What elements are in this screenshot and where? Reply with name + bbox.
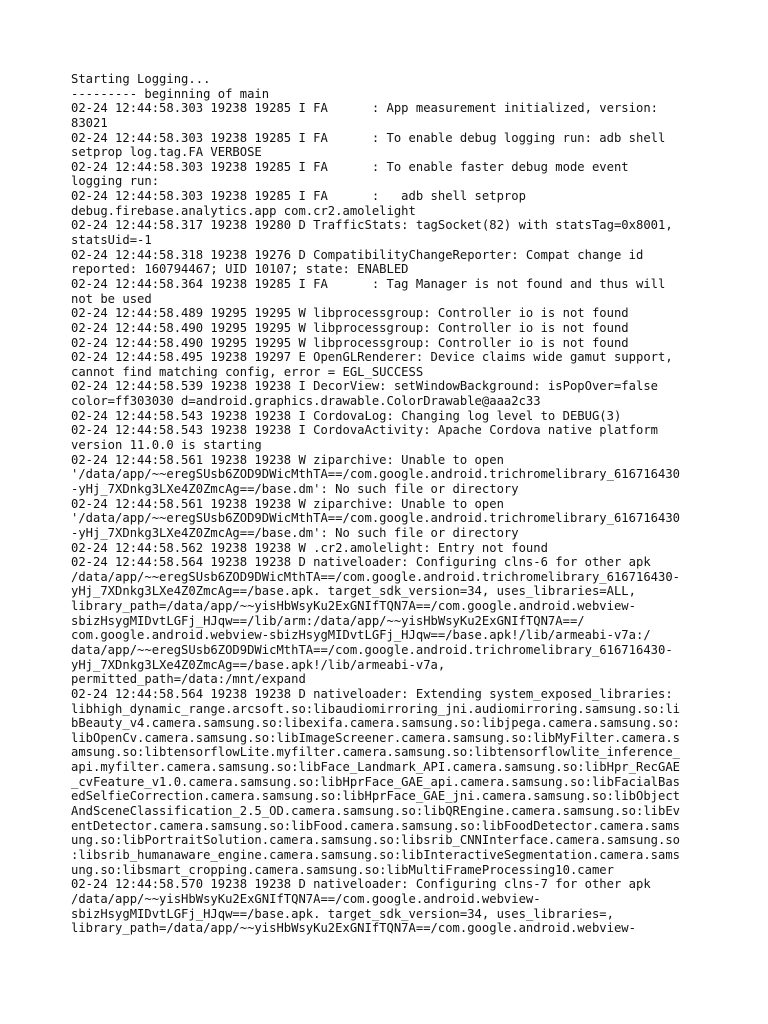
log-line: cannot find matching config, error = EGL_SUCCESS: [71, 364, 424, 379]
log-line: not be used: [71, 291, 152, 306]
log-line: AndSceneClassification_2.5_OD.camera.samsung.so:libQREngine.camera.samsung.so:libEv: [71, 804, 681, 819]
log-line: library_path=/data/app/~~yisHbWsyKu2ExGNIfTQN7A==/com.google.android.webview-: [71, 921, 636, 936]
log-line: logging run:: [71, 174, 160, 189]
log-line: 02-24 12:44:58.303 19238 19285 I FA : To enable debug logging run: adb shell: [71, 130, 666, 145]
log-line: Starting Logging...: [71, 72, 211, 86]
log-line: setprop log.tag.FA VERBOSE: [71, 145, 262, 160]
log-line: 02-24 12:44:58.303 19238 19285 I FA : App measurement initialized, version:: [71, 101, 658, 116]
log-line: version 11.0.0 is starting: [71, 438, 262, 453]
log-line: '/data/app/~~eregSUsb6ZOD9DWicMthTA==/com.google.android.trichromelibrary_616716430: [71, 511, 681, 526]
log-line: -yHj_7XDnkg3LXe4Z0ZmcAg==/base.dm': No such file or directory: [71, 525, 519, 540]
log-line: sbizHsygMIDvtLGFj_HJqw==/base.apk. target_sdk_version=34, uses_libraries=,: [71, 906, 614, 921]
log-line: ung.so:libsmart_cropping.camera.samsung.so:libMultiFrameProcessing10.camer: [71, 862, 614, 877]
log-line: 02-24 12:44:58.564 19238 19238 D nativeloader: Configuring clns-6 for other apk: [71, 555, 651, 570]
log-line: --------- beginning of main: [71, 86, 270, 101]
log-line: api.myfilter.camera.samsung.so:libFace_Landmark_API.camera.samsung.so:libHpr_RecGAE: [71, 760, 681, 775]
log-line: bBeauty_v4.camera.samsung.so:libexifa.camera.samsung.so:libjpega.camera.samsung.so:: [71, 716, 681, 731]
log-line: 02-24 12:44:58.562 19238 19238 W .cr2.amolelight: Entry not found: [71, 540, 548, 555]
log-line: 02-24 12:44:58.564 19238 19238 D nativeloader: Extending system_exposed_libraries:: [71, 686, 673, 701]
log-line: yHj_7XDnkg3LXe4Z0ZmcAg==/base.apk!/lib/armeabi-v7a,: [71, 657, 446, 672]
log-line: 02-24 12:44:58.303 19238 19285 I FA : adb shell setprop: [71, 189, 526, 204]
log-line: permitted_path=/data:/mnt/expand: [71, 672, 306, 687]
log-line: statsUid=-1: [71, 233, 152, 248]
log-line: 02-24 12:44:58.539 19238 19238 I DecorView: setWindowBackground: isPopOver=false: [71, 379, 658, 394]
log-line: 02-24 12:44:58.561 19238 19238 W ziparchive: Unable to open: [71, 452, 504, 467]
log-line: 83021: [71, 115, 108, 130]
log-line: sbizHsygMIDvtLGFj_HJqw==/lib/arm:/data/app/~~yisHbWsyKu2ExGNIfTQN7A==/: [71, 613, 585, 628]
log-line: 02-24 12:44:58.561 19238 19238 W ziparchive: Unable to open: [71, 496, 504, 511]
log-line: reported: 160794467; UID 10107; state: ENABLED: [71, 262, 409, 277]
log-line: edSelfieCorrection.camera.samsung.so:libHprFace_GAE_jni.camera.samsung.so:libObject: [71, 789, 681, 804]
log-line: 02-24 12:44:58.570 19238 19238 D nativeloader: Configuring clns-7 for other apk: [71, 877, 651, 892]
log-line: 02-24 12:44:58.317 19238 19280 D TrafficStats: tagSocket(82) with statsTag=0x8001,: [71, 218, 673, 233]
log-line: 02-24 12:44:58.490 19295 19295 W libprocessgroup: Controller io is not found: [71, 335, 629, 350]
log-line: '/data/app/~~eregSUsb6ZOD9DWicMthTA==/com.google.android.trichromelibrary_616716430: [71, 467, 681, 482]
log-line: data/app/~~eregSUsb6ZOD9DWicMthTA==/com.google.android.trichromelibrary_616716430-: [71, 642, 673, 657]
log-line: yHj_7XDnkg3LXe4Z0ZmcAg==/base.apk. target_sdk_version=34, uses_libraries=ALL,: [71, 584, 636, 599]
log-line: 02-24 12:44:58.495 19238 19297 E OpenGLRenderer: Device claims wide gamut support,: [71, 350, 673, 365]
log-line: library_path=/data/app/~~yisHbWsyKu2ExGNIfTQN7A==/com.google.android.webview-: [71, 599, 636, 614]
log-line: 02-24 12:44:58.318 19238 19276 D CompatibilityChangeReporter: Compat change id: [71, 247, 644, 262]
log-line: /data/app/~~yisHbWsyKu2ExGNIfTQN7A==/com.google.android.webview-: [71, 891, 541, 906]
log-line: 02-24 12:44:58.543 19238 19238 I CordovaLog: Changing log level to DEBUG(3): [71, 408, 622, 423]
log-line: 02-24 12:44:58.364 19238 19285 I FA : Tag Manager is not found and thus will: [71, 276, 666, 291]
log-line: 02-24 12:44:58.490 19295 19295 W libprocessgroup: Controller io is not found: [71, 320, 629, 335]
log-line: libOpenCv.camera.samsung.so:libImageScreener.camera.samsung.so:libMyFilter.camera.s: [71, 730, 681, 745]
log-line: debug.firebase.analytics.app com.cr2.amolelight: [71, 203, 416, 218]
log-line: 02-24 12:44:58.489 19295 19295 W libprocessgroup: Controller io is not found: [71, 306, 629, 321]
log-line: libhigh_dynamic_range.arcsoft.so:libaudiomirroring_jni.audiomirroring.samsung.so:li: [71, 701, 681, 716]
log-line: color=ff303030 d=android.graphics.drawable.ColorDrawable@aaa2c33: [71, 394, 541, 409]
log-line: amsung.so:libtensorflowLite.myfilter.camera.samsung.so:libtensorflowlite_inference_: [71, 745, 681, 760]
log-line: -yHj_7XDnkg3LXe4Z0ZmcAg==/base.dm': No such file or directory: [71, 481, 519, 496]
log-line: com.google.android.webview-sbizHsygMIDvtLGFj_HJqw==/base.apk!/lib/armeabi-v7a:/: [71, 628, 651, 643]
log-text-block: [71, 72, 711, 936]
log-line: /data/app/~~eregSUsb6ZOD9DWicMthTA==/com.google.android.trichromelibrary_616716430-: [71, 569, 681, 584]
log-line: 02-24 12:44:58.303 19238 19285 I FA : To enable faster debug mode event: [71, 159, 629, 174]
log-line: _cvFeature_v1.0.camera.samsung.so:libHprFace_GAE_api.camera.samsung.so:libFacialBas: [71, 774, 681, 789]
log-line: entDetector.camera.samsung.so:libFood.camera.samsung.so:libFoodDetector.camera.sams: [71, 818, 681, 833]
log-line: 02-24 12:44:58.543 19238 19238 I CordovaActivity: Apache Cordova native platform: [71, 423, 658, 438]
log-line: ung.so:libPortraitSolution.camera.samsung.so:libsrib_CNNInterface.camera.samsung.so: [71, 833, 681, 848]
log-line: :libsrib_humanaware_engine.camera.samsung.so:libInteractiveSegmentation.camera.sams: [71, 847, 681, 862]
